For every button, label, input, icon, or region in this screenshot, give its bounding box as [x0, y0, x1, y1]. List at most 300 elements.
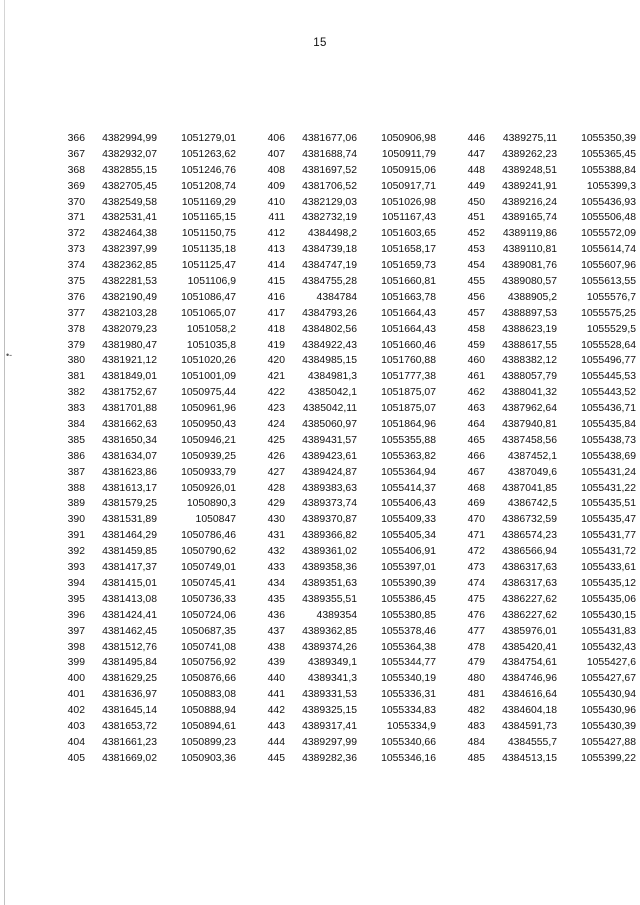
x-coordinate: 4384604,18	[502, 705, 557, 717]
y-coordinate: 1055405,34	[381, 530, 436, 542]
y-coordinate: 1055430,94	[581, 689, 636, 701]
point-number: 465	[467, 434, 485, 446]
point-number: 441	[267, 689, 285, 701]
point-number: 447	[467, 148, 485, 160]
y-coordinate: 1051659,73	[381, 260, 436, 272]
y-coordinate: 1055575,25	[581, 307, 636, 319]
point-number: 446	[467, 133, 485, 144]
point-number: 436	[267, 609, 285, 621]
point-number: 462	[467, 387, 485, 399]
x-coordinate: 4384747,19	[302, 260, 357, 272]
x-coordinate: 4382705,45	[102, 180, 157, 192]
y-coordinate: 1051150,75	[181, 228, 236, 240]
point-number: 381	[67, 371, 85, 383]
point-number: 369	[67, 180, 85, 192]
x-coordinate: 4388905,2	[507, 291, 557, 303]
x-coordinate: 4389423,61	[302, 450, 357, 462]
x-coordinate: 4384981,3	[307, 371, 357, 383]
x-coordinate: 4384802,56	[302, 323, 357, 335]
x-coordinate: 4385976,01	[502, 625, 557, 637]
x-coordinate: 4381661,23	[102, 736, 157, 748]
y-coordinate: 1055431,24	[581, 466, 636, 478]
y-coordinate: 1050906,98	[381, 133, 436, 144]
x-coordinate: 4389341,3	[307, 673, 357, 685]
y-coordinate: 1051263,62	[181, 148, 236, 160]
x-coordinate: 4386732,59	[502, 514, 557, 526]
y-coordinate: 1055435,47	[581, 514, 636, 526]
x-coordinate: 4381512,76	[102, 641, 157, 653]
point-number: 467	[467, 466, 485, 478]
y-coordinate: 1050749,01	[181, 562, 236, 574]
point-number: 471	[467, 530, 485, 542]
y-coordinate: 1055436,93	[581, 196, 636, 208]
x-coordinate: 4389361,02	[302, 546, 357, 558]
x-coordinate: 4389119,86	[502, 228, 557, 240]
x-coordinate: 4381662,63	[102, 419, 157, 431]
x-coordinate: 4382994,99	[102, 133, 157, 144]
x-coordinate: 4381697,52	[302, 164, 357, 176]
x-coordinate: 4389282,36	[302, 752, 357, 764]
point-number: 456	[467, 291, 485, 303]
x-coordinate: 4382397,99	[102, 244, 157, 256]
point-number: 443	[267, 720, 285, 732]
y-coordinate: 1050888,94	[181, 705, 236, 717]
x-coordinate: 4382190,49	[102, 291, 157, 303]
y-coordinate: 1050687,35	[181, 625, 236, 637]
x-coordinate: 4382464,38	[102, 228, 157, 240]
y-coordinate: 1051169,29	[181, 196, 236, 208]
y-coordinate: 1055334,9	[386, 720, 436, 732]
y-coordinate: 1055431,83	[581, 625, 636, 637]
y-coordinate: 1055433,61	[581, 562, 636, 574]
y-coordinate: 1050847	[195, 514, 236, 526]
x-coordinate: 4384591,73	[502, 720, 557, 732]
x-coordinate: 4389317,41	[302, 720, 357, 732]
x-coordinate: 4384555,7	[507, 736, 557, 748]
y-coordinate: 1050961,96	[181, 403, 236, 415]
point-number: 385	[67, 434, 85, 446]
y-coordinate: 1051875,07	[381, 387, 436, 399]
point-number: 382	[67, 387, 85, 399]
point-number: 380	[67, 355, 85, 367]
point-number: 398	[67, 641, 85, 653]
x-coordinate: 4381424,41	[102, 609, 157, 621]
x-coordinate: 4381636,97	[102, 689, 157, 701]
y-coordinate: 1051058,2	[186, 323, 236, 335]
y-coordinate: 1051106,9	[187, 276, 236, 288]
x-coordinate: 4384616,64	[502, 689, 557, 701]
scan-mark: •-	[6, 350, 13, 360]
x-coordinate: 4387049,6	[507, 466, 557, 478]
y-coordinate: 1055344,77	[381, 657, 436, 669]
x-coordinate: 4389216,24	[502, 196, 557, 208]
y-coordinate: 1050741,08	[181, 641, 236, 653]
x-coordinate: 4384922,43	[302, 339, 357, 351]
x-coordinate: 4389080,57	[502, 276, 557, 288]
y-coordinate: 1050911,79	[381, 148, 436, 160]
point-number: 388	[67, 482, 85, 494]
y-coordinate: 1051020,26	[181, 355, 236, 367]
y-coordinate: 1051246,76	[181, 164, 236, 176]
point-number: 400	[67, 673, 85, 685]
y-coordinate: 1055414,37	[381, 482, 436, 494]
y-coordinate: 1050926,01	[181, 482, 236, 494]
point-number: 399	[67, 657, 85, 669]
x-coordinate: 4381579,25	[102, 498, 157, 510]
y-coordinate: 1055435,12	[581, 577, 636, 589]
point-number: 439	[267, 657, 285, 669]
point-number: 383	[67, 403, 85, 415]
point-number: 396	[67, 609, 85, 621]
point-number: 412	[267, 228, 285, 240]
x-coordinate: 4381531,89	[102, 514, 157, 526]
x-coordinate: 4389275,11	[502, 133, 557, 144]
point-number: 440	[267, 673, 285, 685]
point-number: 455	[467, 276, 485, 288]
point-number: 367	[67, 148, 85, 160]
point-number: 484	[467, 736, 485, 748]
point-number: 368	[67, 164, 85, 176]
y-coordinate: 1051167,43	[381, 212, 436, 224]
point-number: 429	[267, 498, 285, 510]
x-coordinate: 4382362,85	[102, 260, 157, 272]
point-number: 378	[67, 323, 85, 335]
y-coordinate: 1055528,64	[581, 339, 636, 351]
point-number: 448	[467, 164, 485, 176]
y-coordinate: 1055427,6	[586, 657, 636, 669]
y-coordinate: 1050917,71	[381, 180, 436, 192]
y-coordinate: 1055430,96	[581, 705, 636, 717]
x-coordinate: 4389351,63	[302, 577, 357, 589]
point-number: 386	[67, 450, 85, 462]
point-number: 451	[467, 212, 485, 224]
x-coordinate: 4384498,2	[307, 228, 357, 240]
point-number: 366	[67, 133, 85, 144]
point-number: 472	[467, 546, 485, 558]
y-coordinate: 1055614,74	[581, 244, 636, 256]
y-coordinate: 1050946,21	[181, 434, 236, 446]
y-coordinate: 1050724,06	[181, 609, 236, 621]
point-number: 426	[267, 450, 285, 462]
y-coordinate: 1055406,91	[381, 546, 436, 558]
point-number: 461	[467, 371, 485, 383]
x-coordinate: 4389366,82	[302, 530, 357, 542]
y-coordinate: 1050890,3	[186, 498, 236, 510]
y-coordinate: 1055427,67	[581, 673, 636, 685]
x-coordinate: 4389248,51	[502, 164, 557, 176]
point-number: 434	[267, 577, 285, 589]
y-coordinate: 1055572,09	[581, 228, 636, 240]
point-number: 414	[267, 260, 285, 272]
point-number: 475	[467, 593, 485, 605]
point-number: 407	[267, 148, 285, 160]
x-coordinate: 4386574,23	[502, 530, 557, 542]
x-coordinate: 4382932,07	[102, 148, 157, 160]
y-coordinate: 1055340,66	[381, 736, 436, 748]
y-coordinate: 1055364,38	[381, 641, 436, 653]
x-coordinate: 4385060,97	[302, 419, 357, 431]
x-coordinate: 4386227,62	[502, 593, 557, 605]
x-coordinate: 4388897,53	[502, 307, 557, 319]
point-number: 460	[467, 355, 485, 367]
point-number: 428	[267, 482, 285, 494]
x-coordinate: 4381417,37	[102, 562, 157, 574]
x-coordinate: 4385042,1	[307, 387, 357, 399]
point-number: 410	[267, 196, 285, 208]
x-coordinate: 4381669,02	[102, 752, 157, 764]
point-number: 376	[67, 291, 85, 303]
point-number: 393	[67, 562, 85, 574]
point-number: 411	[268, 212, 285, 224]
x-coordinate: 4381650,34	[102, 434, 157, 446]
y-coordinate: 1055397,01	[381, 562, 436, 574]
point-number: 452	[467, 228, 485, 240]
point-number: 377	[67, 307, 85, 319]
x-coordinate: 4381752,67	[102, 387, 157, 399]
y-coordinate: 1051777,38	[381, 371, 436, 383]
y-coordinate: 1051603,65	[381, 228, 436, 240]
point-number: 450	[467, 196, 485, 208]
point-number: 482	[467, 705, 485, 717]
point-number: 479	[467, 657, 485, 669]
x-coordinate: 4384513,15	[502, 752, 557, 764]
x-coordinate: 4386317,63	[502, 577, 557, 589]
y-coordinate: 1051279,01	[181, 133, 236, 144]
point-number: 415	[267, 276, 285, 288]
x-coordinate: 4381653,72	[102, 720, 157, 732]
point-number: 464	[467, 419, 485, 431]
point-number: 478	[467, 641, 485, 653]
x-coordinate: 4381706,52	[302, 180, 357, 192]
x-coordinate: 4389081,76	[502, 260, 557, 272]
point-number: 481	[467, 689, 485, 701]
x-coordinate: 4389431,57	[302, 434, 357, 446]
x-coordinate: 4382855,15	[102, 164, 157, 176]
point-number: 421	[267, 371, 285, 383]
point-number: 483	[467, 720, 485, 732]
point-number: 397	[67, 625, 85, 637]
y-coordinate: 1051660,46	[381, 339, 436, 351]
x-coordinate: 4382079,23	[102, 323, 157, 335]
x-coordinate: 4381921,12	[102, 355, 157, 367]
x-coordinate: 4389241,91	[502, 180, 557, 192]
point-number: 402	[67, 705, 85, 717]
point-number: 416	[267, 291, 285, 303]
page-number: 15	[313, 37, 327, 49]
y-coordinate: 1051664,43	[381, 323, 436, 335]
point-number: 389	[67, 498, 85, 510]
point-number: 438	[267, 641, 285, 653]
point-number: 391	[67, 530, 85, 542]
point-number: 474	[467, 577, 485, 589]
y-coordinate: 1055443,52	[581, 387, 636, 399]
y-coordinate: 1050786,46	[181, 530, 236, 542]
x-coordinate: 4381613,17	[102, 482, 157, 494]
y-coordinate: 1055380,85	[381, 609, 436, 621]
point-number: 454	[467, 260, 485, 272]
y-coordinate: 1051875,07	[381, 403, 436, 415]
y-coordinate: 1055607,96	[581, 260, 636, 272]
y-coordinate: 1055390,39	[381, 577, 436, 589]
x-coordinate: 4381413,08	[102, 593, 157, 605]
y-coordinate: 1055496,77	[581, 355, 636, 367]
y-coordinate: 1051664,43	[381, 307, 436, 319]
x-coordinate: 4386227,62	[502, 609, 557, 621]
x-coordinate: 4387458,56	[502, 434, 557, 446]
point-number: 418	[267, 323, 285, 335]
point-number: 425	[267, 434, 285, 446]
x-coordinate: 4387452,1	[507, 450, 557, 462]
y-coordinate: 1050915,06	[381, 164, 436, 176]
point-number: 420	[267, 355, 285, 367]
point-number: 449	[467, 180, 485, 192]
x-coordinate: 4388623,19	[502, 323, 557, 335]
point-number: 370	[67, 196, 85, 208]
point-number: 458	[467, 323, 485, 335]
x-coordinate: 4381645,14	[102, 705, 157, 717]
point-number: 457	[467, 307, 485, 319]
point-number: 417	[267, 307, 285, 319]
point-number: 394	[67, 577, 85, 589]
x-coordinate: 4384746,96	[502, 673, 557, 685]
y-coordinate: 1055399,22	[581, 752, 636, 764]
point-number: 463	[467, 403, 485, 415]
x-coordinate: 4389297,99	[302, 736, 357, 748]
y-coordinate: 1051165,15	[181, 212, 236, 224]
y-coordinate: 1055435,06	[581, 593, 636, 605]
point-number: 435	[267, 593, 285, 605]
x-coordinate: 4382531,41	[102, 212, 157, 224]
x-coordinate: 4389370,87	[302, 514, 357, 526]
point-number: 469	[467, 498, 485, 510]
y-coordinate: 1055435,84	[581, 419, 636, 431]
x-coordinate: 4388617,55	[502, 339, 557, 351]
point-number: 408	[267, 164, 285, 176]
y-coordinate: 1055363,82	[381, 450, 436, 462]
point-number: 395	[67, 593, 85, 605]
x-coordinate: 4389355,51	[302, 593, 357, 605]
x-coordinate: 4381688,74	[302, 148, 357, 160]
point-number: 409	[267, 180, 285, 192]
x-coordinate: 4381459,85	[102, 546, 157, 558]
x-coordinate: 4384793,26	[302, 307, 357, 319]
point-number: 422	[267, 387, 285, 399]
y-coordinate: 1051026,98	[381, 196, 436, 208]
point-number: 401	[67, 689, 85, 701]
y-coordinate: 1051658,17	[381, 244, 436, 256]
point-number: 373	[67, 244, 85, 256]
x-coordinate: 4389362,85	[302, 625, 357, 637]
y-coordinate: 1050899,23	[181, 736, 236, 748]
x-coordinate: 4384754,61	[502, 657, 557, 669]
y-coordinate: 1055340,19	[381, 673, 436, 685]
x-coordinate: 4382281,53	[102, 276, 157, 288]
y-coordinate: 1055445,53	[581, 371, 636, 383]
x-coordinate: 4389349,1	[307, 657, 357, 669]
x-coordinate: 4389354	[316, 609, 357, 621]
y-coordinate: 1055388,84	[581, 164, 636, 176]
y-coordinate: 1055430,15	[581, 609, 636, 621]
y-coordinate: 1055399,3	[586, 180, 636, 192]
x-coordinate: 4384985,15	[302, 355, 357, 367]
y-coordinate: 1051001,09	[181, 371, 236, 383]
y-coordinate: 1055435,51	[581, 498, 636, 510]
point-number: 430	[267, 514, 285, 526]
x-coordinate: 4387041,85	[502, 482, 557, 494]
point-number: 413	[267, 244, 285, 256]
y-coordinate: 1051086,47	[181, 291, 236, 303]
x-coordinate: 4389165,74	[502, 212, 557, 224]
y-coordinate: 1055406,43	[381, 498, 436, 510]
y-coordinate: 1051208,74	[181, 180, 236, 192]
x-coordinate: 4381677,06	[302, 133, 357, 144]
y-coordinate: 1055386,45	[381, 593, 436, 605]
point-number: 424	[267, 419, 285, 431]
point-number: 442	[267, 705, 285, 717]
point-number: 384	[67, 419, 85, 431]
point-number: 379	[67, 339, 85, 351]
point-number: 423	[267, 403, 285, 415]
x-coordinate: 4389383,63	[302, 482, 357, 494]
y-coordinate: 1050790,62	[181, 546, 236, 558]
point-number: 419	[267, 339, 285, 351]
y-coordinate: 1050756,92	[181, 657, 236, 669]
x-coordinate: 4382549,58	[102, 196, 157, 208]
point-number: 444	[267, 736, 285, 748]
x-coordinate: 4389262,23	[502, 148, 557, 160]
y-coordinate: 1055365,45	[581, 148, 636, 160]
point-number: 445	[267, 752, 285, 764]
point-number: 485	[467, 752, 485, 764]
point-number: 466	[467, 450, 485, 462]
x-coordinate: 4387962,64	[502, 403, 557, 415]
x-coordinate: 4389358,36	[302, 562, 357, 574]
y-coordinate: 1051125,47	[181, 260, 236, 272]
y-coordinate: 1050883,08	[181, 689, 236, 701]
y-coordinate: 1055506,48	[581, 212, 636, 224]
point-number: 431	[267, 530, 285, 542]
x-coordinate: 4381980,47	[102, 339, 157, 351]
x-coordinate: 4381634,07	[102, 450, 157, 462]
x-coordinate: 4381462,45	[102, 625, 157, 637]
y-coordinate: 1055431,72	[581, 546, 636, 558]
point-number: 387	[67, 466, 85, 478]
point-number: 427	[267, 466, 285, 478]
x-coordinate: 4382103,28	[102, 307, 157, 319]
point-number: 375	[67, 276, 85, 288]
point-number: 392	[67, 546, 85, 558]
x-coordinate: 4381701,88	[102, 403, 157, 415]
x-coordinate: 4381415,01	[102, 577, 157, 589]
x-coordinate: 4381495,84	[102, 657, 157, 669]
y-coordinate: 1055431,22	[581, 482, 636, 494]
y-coordinate: 1055613,55	[581, 276, 636, 288]
x-coordinate: 4387940,81	[502, 419, 557, 431]
point-number: 405	[67, 752, 85, 764]
point-number: 404	[67, 736, 85, 748]
x-coordinate: 4382129,03	[302, 196, 357, 208]
x-coordinate: 4386317,63	[502, 562, 557, 574]
point-number: 480	[467, 673, 485, 685]
point-number: 390	[67, 514, 85, 526]
x-coordinate: 4385042,11	[302, 403, 357, 415]
y-coordinate: 1051035,8	[186, 339, 236, 351]
y-coordinate: 1055432,43	[581, 641, 636, 653]
point-number: 372	[67, 228, 85, 240]
x-coordinate: 4384784	[316, 291, 357, 303]
point-number: 437	[267, 625, 285, 637]
point-number: 403	[67, 720, 85, 732]
